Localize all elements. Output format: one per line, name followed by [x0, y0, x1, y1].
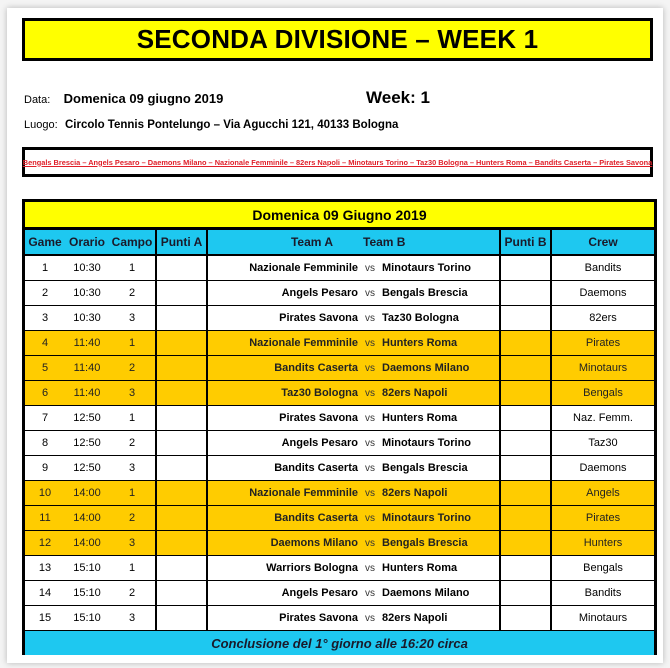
teams-list-link[interactable]: Bengals Brescia – Angels Pesaro – Daemons Milano – Nazionale Femminile – 82ers Napoli – Minotaurs Torino – Taz30 Bologna – Hunters Roma – Bandits Caserta – Pirates Savona	[22, 157, 653, 167]
cell-crew: Taz30	[588, 437, 618, 449]
cell-match	[208, 406, 499, 430]
vs-label: vs	[365, 512, 375, 524]
cell-game: 10	[38, 487, 52, 499]
col-header-teams	[208, 230, 499, 254]
cell-punti-a[interactable]	[155, 531, 208, 555]
cell-punti-b[interactable]	[499, 306, 552, 330]
cell-punti-b[interactable]	[499, 531, 552, 555]
cell-campo: 3	[128, 387, 136, 399]
cell-game: 7	[41, 412, 49, 424]
vs-label: vs	[365, 412, 375, 424]
team-a: Bandits Caserta	[274, 462, 358, 474]
venue-value: Circolo Tennis Pontelungo – Via Agucchi 121, 40133 Bologna	[65, 119, 399, 131]
cell-punti-a[interactable]	[155, 306, 208, 330]
cell-punti-b[interactable]	[499, 581, 552, 605]
cell-crew: Bandits	[584, 262, 622, 274]
col-header-game: Game	[28, 235, 62, 249]
team-a: Bandits Caserta	[274, 362, 358, 374]
cell-punti-b[interactable]	[499, 356, 552, 380]
team-b: Bengals Brescia	[382, 537, 468, 549]
cell-punti-a[interactable]	[155, 406, 208, 430]
cell-crew: Minotaurs	[578, 362, 628, 374]
vs-label: vs	[365, 612, 375, 624]
team-a: Pirates Savona	[279, 412, 358, 424]
cell-match	[208, 606, 499, 630]
cell-punti-b[interactable]	[499, 256, 552, 280]
cell-orario: 11:40	[73, 337, 101, 349]
cell-orario: 11:40	[73, 362, 101, 374]
vs-label: vs	[365, 587, 375, 599]
table-row	[25, 281, 654, 306]
cell-orario: 15:10	[73, 612, 101, 624]
cell-punti-b[interactable]	[499, 281, 552, 305]
cell-punti-a[interactable]	[155, 481, 208, 505]
table-row	[25, 606, 654, 631]
team-b: Daemons Milano	[382, 362, 470, 374]
cell-game: 14	[38, 587, 52, 599]
cell-campo: 2	[128, 287, 136, 299]
cell-punti-b[interactable]	[499, 406, 552, 430]
page-title	[22, 18, 653, 61]
team-a: Taz30 Bologna	[281, 387, 358, 399]
schedule-table	[22, 199, 657, 655]
team-b: Taz30 Bologna	[382, 312, 459, 324]
cell-game: 12	[38, 537, 52, 549]
table-row	[25, 431, 654, 456]
cell-game: 5	[41, 362, 49, 374]
cell-campo: 1	[128, 562, 136, 574]
team-a: Angels Pesaro	[281, 437, 358, 449]
cell-orario: 10:30	[73, 312, 101, 324]
team-b: Minotaurs Torino	[382, 437, 472, 449]
cell-punti-a[interactable]	[155, 356, 208, 380]
cell-punti-a[interactable]	[155, 606, 208, 630]
team-a: Nazionale Femminile	[249, 487, 358, 499]
cell-crew: Daemons	[579, 287, 627, 299]
team-a: Warriors Bologna	[266, 562, 358, 574]
cell-orario: 14:00	[73, 512, 101, 524]
team-b: Bengals Brescia	[382, 462, 468, 474]
team-a: Angels Pesaro	[281, 287, 358, 299]
date-info	[24, 91, 223, 106]
cell-campo: 3	[128, 312, 136, 324]
cell-campo: 3	[128, 612, 136, 624]
team-b: Hunters Roma	[382, 337, 458, 349]
cell-punti-b[interactable]	[499, 606, 552, 630]
cell-punti-a[interactable]	[155, 256, 208, 280]
table-row	[25, 381, 654, 406]
cell-campo: 3	[128, 462, 136, 474]
vs-label: vs	[365, 387, 375, 399]
col-header-team-a: Team A	[290, 235, 333, 249]
table-row	[25, 556, 654, 581]
table-row	[25, 356, 654, 381]
week-label: Week: 1	[366, 88, 430, 107]
cell-game: 15	[38, 612, 52, 624]
cell-punti-a[interactable]	[155, 331, 208, 355]
vs-label: vs	[365, 287, 375, 299]
cell-crew: Daemons	[579, 462, 627, 474]
cell-crew: Bengals	[583, 387, 623, 399]
cell-punti-a[interactable]	[155, 281, 208, 305]
cell-orario: 15:10	[73, 562, 101, 574]
cell-match	[208, 481, 499, 505]
cell-game: 3	[41, 312, 49, 324]
cell-orario: 10:30	[73, 262, 101, 274]
team-a: Daemons Milano	[270, 537, 358, 549]
col-header-campo: Campo	[111, 235, 153, 249]
col-header-punti-b: Punti B	[499, 230, 552, 254]
cell-match	[208, 381, 499, 405]
team-b: Hunters Roma	[382, 412, 458, 424]
cell-crew: Minotaurs	[578, 612, 628, 624]
table-row	[25, 481, 654, 506]
cell-campo: 1	[128, 337, 136, 349]
vs-label: vs	[365, 262, 375, 274]
cell-match	[208, 356, 499, 380]
cell-campo: 3	[128, 537, 136, 549]
table-row	[25, 506, 654, 531]
team-b: 82ers Napoli	[382, 612, 448, 624]
cell-punti-a[interactable]	[155, 506, 208, 530]
page-title-text: SECONDA DIVISIONE – WEEK 1	[136, 24, 539, 54]
cell-crew: Naz. Femm.	[573, 412, 633, 424]
vs-label: vs	[365, 562, 375, 574]
table-row	[25, 456, 654, 481]
teams-list-box	[22, 147, 653, 177]
table-row	[25, 581, 654, 606]
cell-game: 9	[41, 462, 49, 474]
cell-crew: Pirates	[585, 337, 621, 349]
cell-crew: Angels	[586, 487, 620, 499]
table-body	[25, 256, 654, 631]
cell-match	[208, 506, 499, 530]
cell-match	[208, 256, 499, 280]
cell-punti-b[interactable]	[499, 331, 552, 355]
team-a: Nazionale Femminile	[249, 337, 358, 349]
team-a: Nazionale Femminile	[249, 262, 358, 274]
cell-campo: 2	[128, 512, 136, 524]
cell-punti-a[interactable]	[155, 556, 208, 580]
cell-punti-b[interactable]	[499, 456, 552, 480]
cell-orario: 14:00	[73, 487, 101, 499]
venue-info	[24, 117, 398, 131]
cell-game: 6	[41, 387, 49, 399]
cell-campo: 2	[128, 587, 136, 599]
team-b: Daemons Milano	[382, 587, 470, 599]
cell-crew: 82ers	[589, 312, 617, 324]
cell-match	[208, 456, 499, 480]
cell-match	[208, 581, 499, 605]
cell-punti-b[interactable]	[499, 381, 552, 405]
cell-campo: 1	[128, 262, 136, 274]
cell-orario: 12:50	[73, 412, 101, 424]
vs-label: vs	[365, 437, 375, 449]
cell-campo: 2	[128, 362, 136, 374]
cell-game: 4	[41, 337, 49, 349]
team-b: Hunters Roma	[382, 562, 458, 574]
cell-orario: 12:50	[73, 437, 101, 449]
team-b: Minotaurs Torino	[382, 262, 472, 274]
cell-campo: 1	[128, 412, 136, 424]
cell-crew: Bandits	[584, 587, 622, 599]
col-header-orario: Orario	[68, 235, 105, 249]
cell-match	[208, 306, 499, 330]
vs-label: vs	[365, 487, 375, 499]
cell-orario: 15:10	[73, 587, 101, 599]
cell-punti-a[interactable]	[155, 456, 208, 480]
cell-orario: 14:00	[73, 537, 101, 549]
date-value: Domenica 09 giugno 2019	[63, 91, 224, 106]
vs-label: vs	[365, 362, 375, 374]
table-row	[25, 531, 654, 556]
cell-game: 13	[38, 562, 52, 574]
table-row	[25, 306, 654, 331]
cell-game: 2	[41, 287, 49, 299]
cell-campo: 1	[128, 487, 136, 499]
cell-match	[208, 431, 499, 455]
table-row	[25, 406, 654, 431]
col-header-crew: Crew	[588, 235, 618, 249]
schedule-date-title: Domenica 09 Giugno 2019	[25, 202, 654, 230]
team-b: 82ers Napoli	[382, 487, 448, 499]
table-row	[25, 256, 654, 281]
cell-crew: Hunters	[583, 537, 623, 549]
vs-label: vs	[365, 462, 375, 474]
cell-orario: 11:40	[73, 387, 101, 399]
venue-label: Luogo:	[24, 119, 58, 131]
cell-punti-a[interactable]	[155, 431, 208, 455]
vs-label: vs	[365, 312, 375, 324]
cell-punti-a[interactable]	[155, 581, 208, 605]
team-a: Angels Pesaro	[281, 587, 358, 599]
cell-orario: 10:30	[73, 287, 101, 299]
cell-game: 11	[39, 512, 51, 524]
cell-match	[208, 531, 499, 555]
team-a: Bandits Caserta	[274, 512, 358, 524]
vs-label: vs	[365, 337, 375, 349]
cell-match	[208, 331, 499, 355]
team-b: Bengals Brescia	[382, 287, 468, 299]
team-b: Minotaurs Torino	[382, 512, 472, 524]
cell-punti-a[interactable]	[155, 381, 208, 405]
cell-game: 1	[41, 262, 49, 274]
team-a: Pirates Savona	[279, 612, 358, 624]
cell-punti-b[interactable]	[499, 481, 552, 505]
cell-match	[208, 556, 499, 580]
table-row	[25, 331, 654, 356]
schedule-footer-note: Conclusione del 1° giorno alle 16:20 circa	[25, 631, 654, 655]
cell-punti-b[interactable]	[499, 431, 552, 455]
cell-punti-b[interactable]	[499, 556, 552, 580]
team-a: Pirates Savona	[279, 312, 358, 324]
cell-punti-b[interactable]	[499, 506, 552, 530]
cell-match	[208, 281, 499, 305]
date-label: Data:	[24, 94, 51, 106]
cell-crew: Pirates	[585, 512, 621, 524]
table-header-row	[25, 230, 654, 256]
col-header-punti-a: Punti A	[155, 230, 208, 254]
vs-label: vs	[365, 537, 375, 549]
cell-orario: 12:50	[73, 462, 101, 474]
cell-crew: Bengals	[583, 562, 623, 574]
col-header-team-b: Team B	[363, 235, 406, 249]
cell-campo: 2	[128, 437, 136, 449]
cell-game: 8	[41, 437, 49, 449]
team-b: 82ers Napoli	[382, 387, 448, 399]
